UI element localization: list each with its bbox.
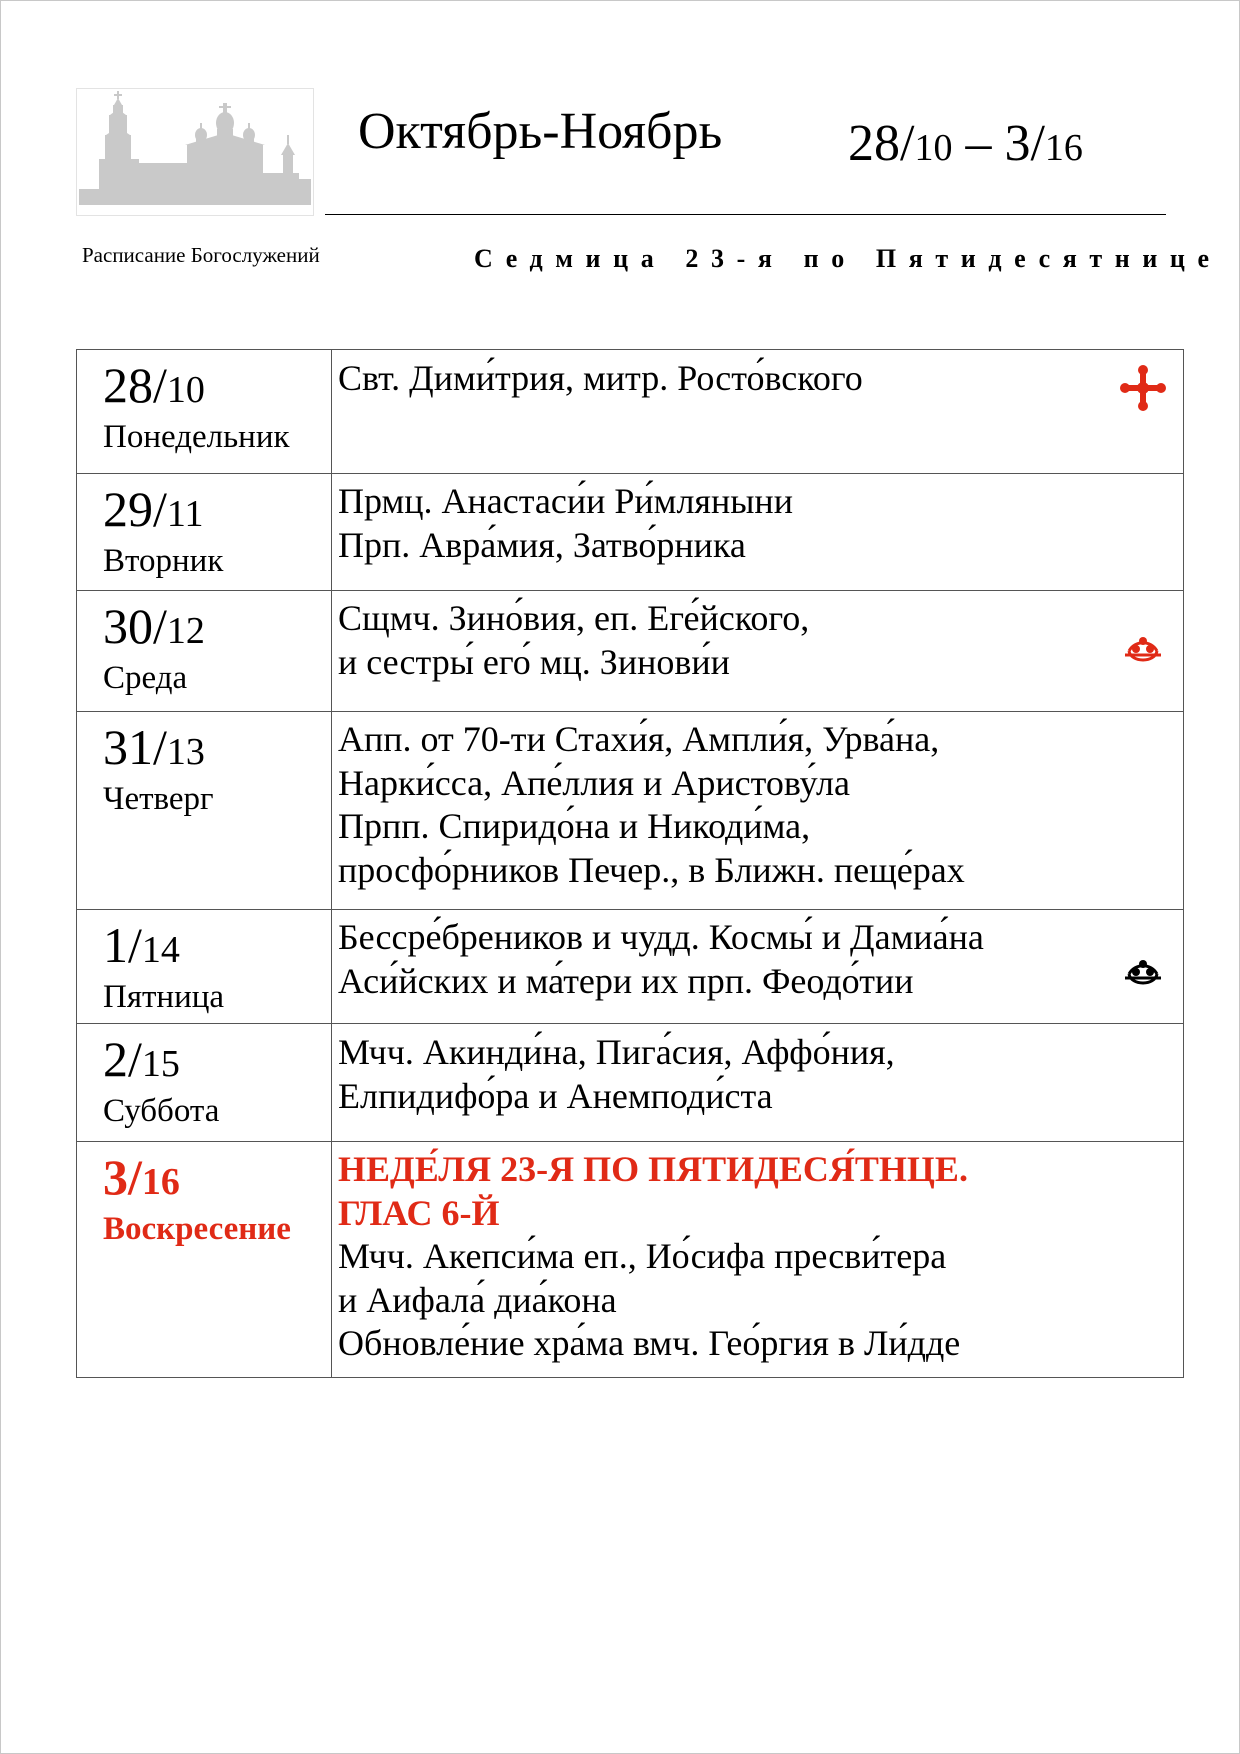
event-cell — [332, 350, 1184, 474]
week-label: Седмица 23-я по Пятидесятнице — [474, 244, 1222, 273]
old-style-date: 28/ — [103, 357, 167, 413]
event-line: Елпидифо́ра и Анемподи́ста — [338, 1076, 773, 1116]
event-cell — [332, 591, 1184, 712]
weekday-label: Пятница — [103, 979, 225, 1015]
range-new-start: 10 — [914, 127, 953, 169]
event-cell — [332, 474, 1184, 591]
new-style-date: 11 — [166, 493, 204, 535]
event-cell — [332, 910, 1184, 1024]
old-style-date: 1/ — [103, 917, 142, 973]
range-old-end: 3/ — [1004, 115, 1045, 172]
new-style-date: 15 — [141, 1043, 180, 1085]
date-cell — [77, 591, 332, 712]
event-line: просфо́рников Печер., в Ближн. пеще́рах — [338, 849, 965, 890]
new-style-date: 16 — [141, 1161, 180, 1203]
old-style-date: 29/ — [103, 481, 167, 537]
weekday-label: Суббота — [103, 1093, 220, 1129]
day-date — [103, 1150, 331, 1209]
old-style-date: 31/ — [103, 719, 167, 775]
header-divider — [325, 214, 1166, 215]
range-dash: – — [952, 115, 1005, 172]
event-cell — [332, 712, 1184, 910]
table-row — [77, 712, 1184, 910]
event-line: Аси́йских и ма́тери их прп. Феодо́тии — [338, 960, 914, 1001]
new-style-date: 12 — [166, 610, 205, 652]
day-date — [103, 482, 331, 541]
old-style-date: 30/ — [103, 598, 167, 654]
event-line: Бессре́бреников и чудд. Космы́ и Дамиа́на — [338, 917, 984, 957]
event-cell — [332, 1024, 1184, 1142]
event-line: и Аифала́ диа́кона — [338, 1279, 617, 1320]
date-cell — [77, 1024, 332, 1142]
date-range — [848, 114, 1083, 178]
day-date — [103, 1032, 331, 1091]
new-style-date: 14 — [141, 929, 180, 971]
range-new-end: 16 — [1044, 127, 1083, 169]
event-line: Сщмч. Зино́вия, еп. Еге́йского, — [338, 598, 810, 638]
table-row — [77, 591, 1184, 712]
weekday-label: Понедельник — [103, 419, 290, 455]
weekday-label: Вторник — [103, 543, 224, 579]
table-row — [77, 1142, 1184, 1378]
event-line: Прп. Авра́мия, Затво́рника — [338, 524, 746, 565]
table-row — [77, 474, 1184, 591]
red-cross-feast-icon — [1119, 364, 1167, 412]
event-line: Свт. Дими́трия, митр. Росто́вского — [338, 358, 863, 398]
event-line: Мчч. Акепси́ма еп., Ио́сифа пресви́тера — [338, 1236, 947, 1276]
feast-heading: НЕДЕ́ЛЯ 23-Я ПО ПЯТИДЕСЯ́ТНЦЕ. — [338, 1149, 968, 1189]
event-line: Мчч. Акинди́на, Пига́сия, Аффо́ния, — [338, 1032, 895, 1072]
new-style-date: 13 — [166, 731, 205, 773]
date-cell — [77, 712, 332, 910]
feast-heading: ГЛАС 6-Й — [338, 1192, 500, 1233]
date-cell — [77, 350, 332, 474]
schedule-label: Расписание Богослужений — [82, 243, 320, 267]
event-cell — [332, 1142, 1184, 1378]
table-row — [77, 1024, 1184, 1142]
date-cell — [77, 474, 332, 591]
event-line: Нарки́сса, Апе́ллия и Аристову́ла — [338, 762, 850, 803]
weekday-label: Четверг — [103, 781, 214, 817]
event-line: Апп. от 70-ти Стахи́я, Ампли́я, Урва́на, — [338, 719, 940, 759]
black-doxology-feast-icon — [1119, 944, 1167, 992]
page-title: Октябрь-Ноябрь — [358, 103, 723, 160]
day-date — [103, 358, 331, 417]
date-cell — [77, 1142, 332, 1378]
date-cell — [77, 910, 332, 1024]
old-style-date: 3/ — [103, 1149, 142, 1205]
monastery-silhouette-icon — [77, 89, 313, 215]
monastery-logo — [76, 88, 314, 216]
new-style-date: 10 — [166, 369, 205, 411]
weekday-label: Среда — [103, 660, 188, 696]
event-line: Обновле́ние хра́ма вмч. Гео́ргия в Ли́дде — [338, 1323, 961, 1363]
table-row — [77, 910, 1184, 1024]
event-line: Прпп. Спиридо́на и Никоди́ма, — [338, 806, 811, 846]
old-style-date: 2/ — [103, 1031, 142, 1087]
red-doxology-feast-icon — [1119, 621, 1167, 669]
table-row — [77, 350, 1184, 474]
event-line: Прмц. Анастаси́и Ри́мляныни — [338, 481, 793, 521]
day-date — [103, 918, 331, 977]
weekday-label: Воскресение — [103, 1211, 291, 1247]
event-line: и сестры́ его́ мц. Зинови́и — [338, 641, 730, 682]
schedule-table — [76, 349, 1184, 1378]
range-old-start: 28/ — [848, 115, 915, 172]
day-date — [103, 720, 331, 779]
day-date — [103, 599, 331, 658]
